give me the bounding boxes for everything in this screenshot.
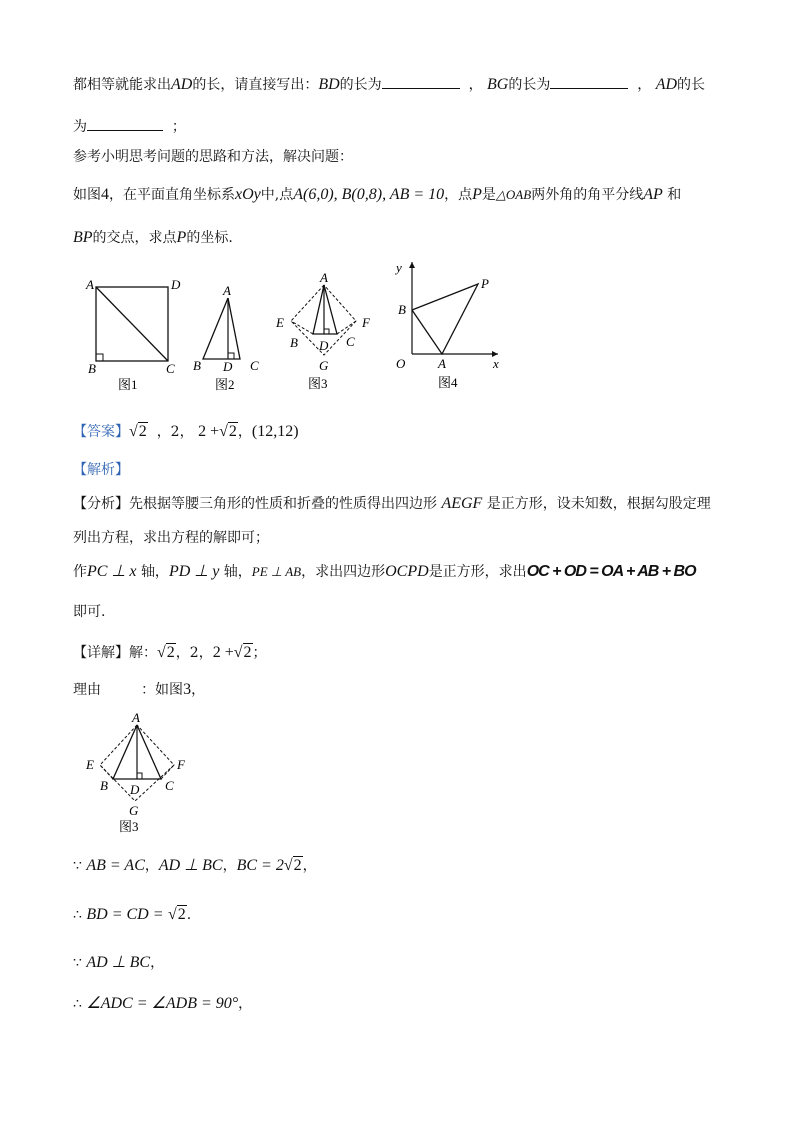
math: PE ⊥ AB <box>251 564 302 579</box>
answer-line <box>73 422 299 442</box>
math: 2 + <box>212 644 234 661</box>
therefore-symbol: ∴ <box>73 907 82 923</box>
text: 是正方形，设未知数，根据勾股定理 <box>486 496 711 512</box>
math: AB = AC <box>86 857 145 874</box>
analysis-tag: 【解析】 <box>73 462 129 478</box>
text: ， <box>468 77 483 93</box>
text: ：如图 <box>141 682 184 698</box>
sqrt-expression: √2 <box>219 423 237 440</box>
radicand: 2 <box>293 857 302 874</box>
analysis-subtag: 【分析】 <box>73 496 129 512</box>
math: BC = 2 <box>236 857 284 874</box>
figure-caption: 图4 <box>438 375 458 390</box>
text-line-5 <box>73 228 233 248</box>
math: ∠ADC = ∠ADB = 90° <box>86 995 239 1012</box>
because-symbol: ∵ <box>73 858 82 874</box>
text: 轴， <box>140 564 169 580</box>
answer-blank-bg <box>550 74 628 89</box>
math: AD <box>171 76 193 93</box>
text: ， <box>191 682 206 698</box>
analysis-line-1 <box>73 494 711 514</box>
text: 是正方形，求出 <box>428 564 527 580</box>
label-c: C <box>166 361 175 376</box>
text: 中,点 <box>260 187 294 203</box>
figure-4 <box>390 258 510 396</box>
label-b: B <box>398 302 406 317</box>
text: 都相等就能求出 <box>73 77 171 93</box>
text: 即可. <box>73 604 106 620</box>
label-d: D <box>319 338 329 353</box>
figure-caption: 图1 <box>118 377 138 392</box>
text: ，在平面直角坐标系 <box>109 187 235 203</box>
label-b: B <box>100 778 108 793</box>
therefore-symbol: ∴ <box>73 996 82 1012</box>
analysis-heading <box>73 460 129 480</box>
analysis-line-3 <box>73 562 696 582</box>
text: 的坐标. <box>186 230 233 246</box>
text: 为 <box>73 119 87 135</box>
math: 2 + <box>198 423 220 440</box>
label-a: A <box>86 277 94 292</box>
text: ，求出四边形 <box>301 564 386 580</box>
text: 是 <box>481 187 496 203</box>
math: P <box>472 186 482 203</box>
reason-line <box>73 680 205 700</box>
math: P <box>176 229 187 246</box>
math: 3 <box>183 681 192 698</box>
text: 的长为 <box>508 77 551 93</box>
math: BG <box>487 76 509 93</box>
text-line-2 <box>73 116 186 137</box>
text: 理由 <box>73 682 101 698</box>
text: 的长 <box>677 77 706 93</box>
label-g: G <box>319 358 329 373</box>
label-f: F <box>362 315 370 330</box>
label-d: D <box>223 359 233 374</box>
text: ， <box>150 955 165 971</box>
text: 参考小明思考问题的思路和方法，解决问题： <box>73 149 353 165</box>
detail-tag: 【详解】 <box>73 645 129 661</box>
text: ， <box>237 424 252 440</box>
label-c: C <box>250 358 259 373</box>
text: ， <box>238 996 253 1012</box>
label-o: O <box>396 356 406 371</box>
figure-caption: 图3 <box>119 819 139 834</box>
step-2 <box>73 905 191 925</box>
label-c: C <box>165 778 174 793</box>
label-a: A <box>223 283 231 298</box>
math: OCPD <box>385 563 429 580</box>
label-a: A <box>320 270 328 285</box>
answer-blank-bd <box>382 74 460 89</box>
label-y: y <box>396 260 402 275</box>
text: 解： <box>129 645 157 661</box>
math: xOy <box>235 186 261 203</box>
text: ， <box>302 858 317 874</box>
text: ，点 <box>444 187 473 203</box>
label-g: G <box>129 803 139 818</box>
text-line-1 <box>73 74 705 95</box>
math: 4 <box>101 186 109 203</box>
math: (12,12) <box>251 423 299 440</box>
figure-3-repeat <box>83 708 193 836</box>
text-line-3 <box>73 147 353 167</box>
label-d: D <box>130 782 140 797</box>
math: AD ⊥ BC <box>86 954 151 971</box>
math: BP <box>73 229 93 246</box>
text: ； <box>252 645 267 661</box>
step-4 <box>73 994 252 1014</box>
text: 和 <box>667 187 682 203</box>
answer-tag: 【答案】 <box>73 424 129 440</box>
text: 的长为 <box>339 77 382 93</box>
label-f: F <box>177 757 185 772</box>
math: BD = CD = <box>86 906 164 923</box>
label-x: x <box>493 356 499 371</box>
label-d: D <box>171 277 181 292</box>
text: ，2， <box>175 645 213 661</box>
radicand: 2 <box>243 644 252 661</box>
text: ； <box>171 119 186 135</box>
sqrt-expression: √2 <box>157 644 175 661</box>
math: A(6,0), B(0,8), AB = 10 <box>293 186 445 203</box>
label-b: B <box>193 358 201 373</box>
math: AD ⊥ BC <box>158 857 223 874</box>
analysis-line-2 <box>73 528 269 548</box>
text: ， <box>144 858 159 874</box>
math: AD <box>655 76 678 93</box>
radicand: 2 <box>228 423 237 440</box>
label-b: B <box>88 361 96 376</box>
label-b: B <box>290 335 298 350</box>
math: AP <box>643 186 663 203</box>
text: 轴， <box>223 564 252 580</box>
text: . <box>186 907 192 923</box>
text: ，2， <box>156 424 194 440</box>
label-a: A <box>438 356 446 371</box>
math: PD ⊥ y <box>168 563 220 580</box>
math: OC + OD = OA + AB + BO <box>526 563 696 580</box>
text: 如图 <box>73 187 101 203</box>
label-p: P <box>481 276 489 291</box>
figure-caption: 图3 <box>308 376 328 391</box>
radicand: 2 <box>166 644 175 661</box>
step-1 <box>73 856 317 876</box>
sqrt-expression: √2 <box>129 423 147 440</box>
sqrt-expression: √2 <box>167 906 186 923</box>
text: 列出方程，求出方程的解即可； <box>73 530 269 546</box>
label-e: E <box>86 757 94 772</box>
detail-line <box>73 643 267 663</box>
figure-1 <box>80 275 190 395</box>
math: PC ⊥ x <box>87 563 137 580</box>
sqrt-expression: √2 <box>283 857 302 874</box>
math: BD <box>318 76 340 93</box>
because-symbol: ∵ <box>73 955 82 971</box>
text: 的交点，求点 <box>92 230 177 246</box>
math: AEGF <box>441 495 483 512</box>
figure-caption: 图2 <box>215 377 235 392</box>
radicand: 2 <box>138 423 147 440</box>
label-a: A <box>132 710 140 725</box>
text: ， <box>222 858 237 874</box>
text: 作 <box>73 564 87 580</box>
analysis-line-4 <box>73 602 105 622</box>
text: 的长，请直接写出： <box>192 77 319 93</box>
sqrt-expression: √2 <box>233 644 252 661</box>
math: △OAB <box>495 187 532 202</box>
label-e: E <box>276 315 284 330</box>
figure-3 <box>270 268 380 396</box>
answer-blank-ad <box>87 116 163 131</box>
text: 两外角的角平分线 <box>531 187 644 203</box>
text: 先根据等腰三角形的性质和折叠的性质得出四边形 <box>129 496 437 512</box>
figure-2 <box>190 280 270 395</box>
step-3 <box>73 953 164 973</box>
text: ， <box>637 77 652 93</box>
radicand: 2 <box>177 906 186 923</box>
label-c: C <box>346 334 355 349</box>
text-line-4 <box>73 185 681 205</box>
